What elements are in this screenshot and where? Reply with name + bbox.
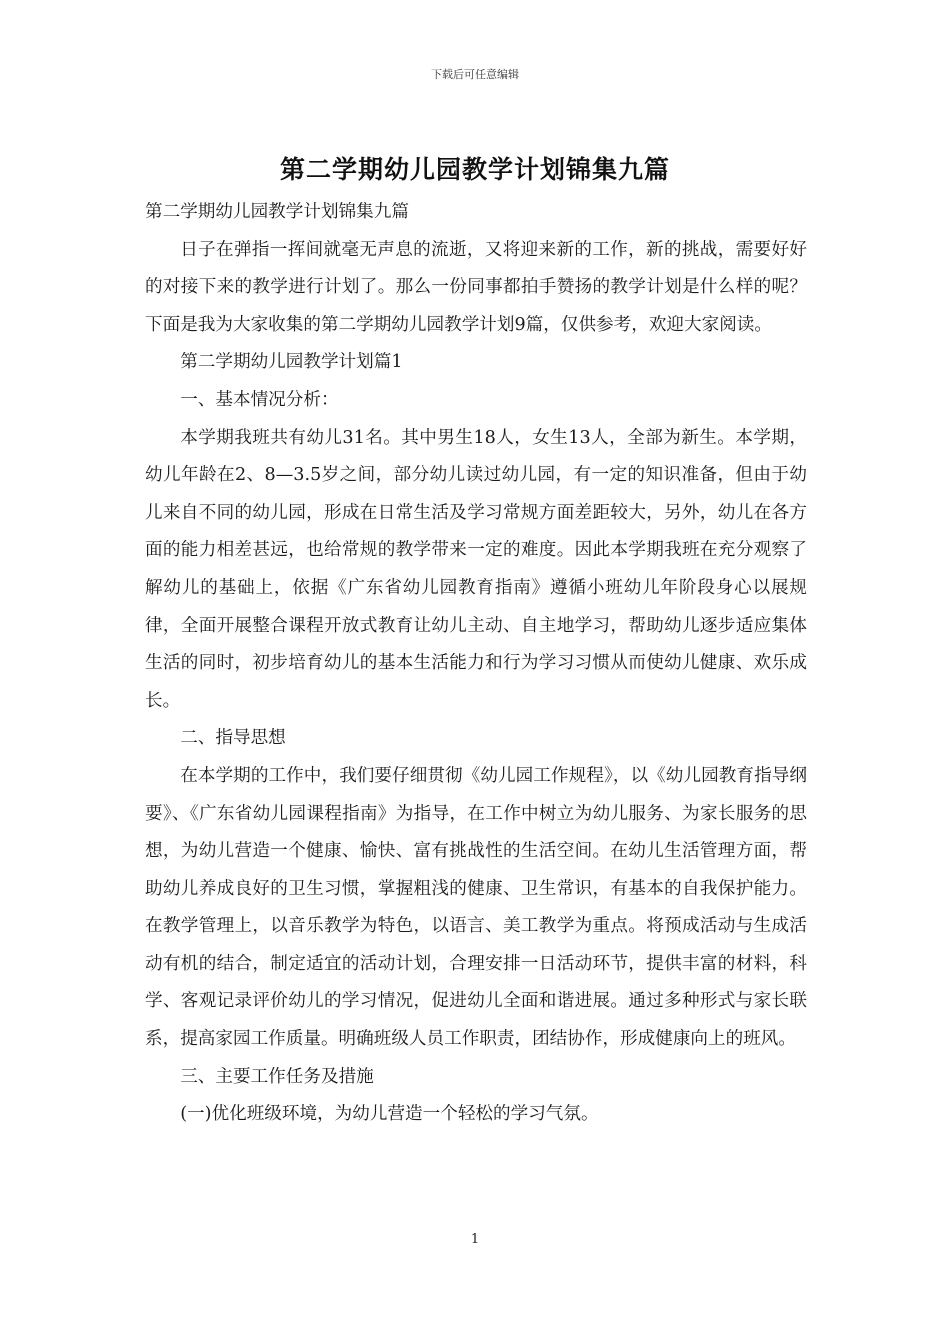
- page-number: 1: [470, 1232, 480, 1247]
- section-heading-basic-analysis: 一、基本情况分析：: [180, 389, 339, 410]
- basic-analysis-paragraph: 本学期我班共有幼儿31名。其中男生18人，女生13人，全部为新生。本学期，幼儿年龄在2、8—3.5岁之间，部分幼儿读过幼儿园，有一定的知识准备，但由于幼儿来自不同的幼儿园，形成在日常生活及学习常规方面差距较大，另外，幼儿在各方面的能力相差甚远，也给常规的教学带来一定的难度。因此本学期我班在充分观察了解幼儿的基础上，依据《广东省幼儿园教育指南》遵循小班幼儿年阶段身心以展规律，全面开展整合课程开放式教育让幼儿主动、自主地学习，帮助幼儿逐步适应集体生活的同时，初步培育幼儿的基本生活能力和行为学习习惯从而使幼儿健康、欢乐成长。: [145, 427, 807, 711]
- guiding-ideology-paragraph: 在本学期的工作中，我们要仔细贯彻《幼儿园工作规程》，以《幼儿园教育指导纲要》、《广东省幼儿园课程指南》为指导，在工作中树立为幼儿服务、为家长服务的思想，为幼儿营造一个健康、愉快、富有挑战性的生活空间。在幼儿生活管理方面，帮助幼儿养成良好的卫生习惯，掌握粗浅的健康、卫生常识，有基本的自我保护能力。在教学管理上，以音乐教学为特色，以语言、美工教学为重点。将预成活动与生成活动有机的结合，制定适宜的活动计划，合理安排一日活动环节，提供丰富的材料，科学、客观记录评价幼儿的学习情况，促进幼儿全面和谐进展。通过多种形式与家长联系，提高家园工作质量。明确班级人员工作职责，团结协作，形成健康向上的班风。: [145, 765, 807, 1050]
- document-body: [145, 194, 807, 1134]
- section-heading-main-tasks: 三、主要工作任务及措施: [180, 1066, 374, 1087]
- main-tasks-item-1: (一)优化班级环境，为幼儿营造一个轻松的学习气氛。: [180, 1104, 599, 1125]
- intro-paragraph: 日子在弹指一挥间就毫无声息的流逝，又将迎来新的工作，新的挑战，需要好好的对接下来的教学进行计划了。那么一份同事都拍手赞扬的教学计划是什么样的呢？下面是我为大家收集的第二学期幼儿园教学计划9篇，仅供参考，欢迎大家阅读。: [145, 239, 807, 335]
- section-heading-plan-1: 第二学期幼儿园教学计划篇1: [180, 352, 403, 373]
- document-title: 第二学期幼儿园教学计划锦集九篇: [279, 155, 670, 184]
- section-heading-guiding-ideology: 二、指导思想: [180, 728, 286, 749]
- subtitle-line: 第二学期幼儿园教学计划锦集九篇: [145, 202, 409, 222]
- page-header-note: 下载后可任意编辑: [431, 68, 519, 81]
